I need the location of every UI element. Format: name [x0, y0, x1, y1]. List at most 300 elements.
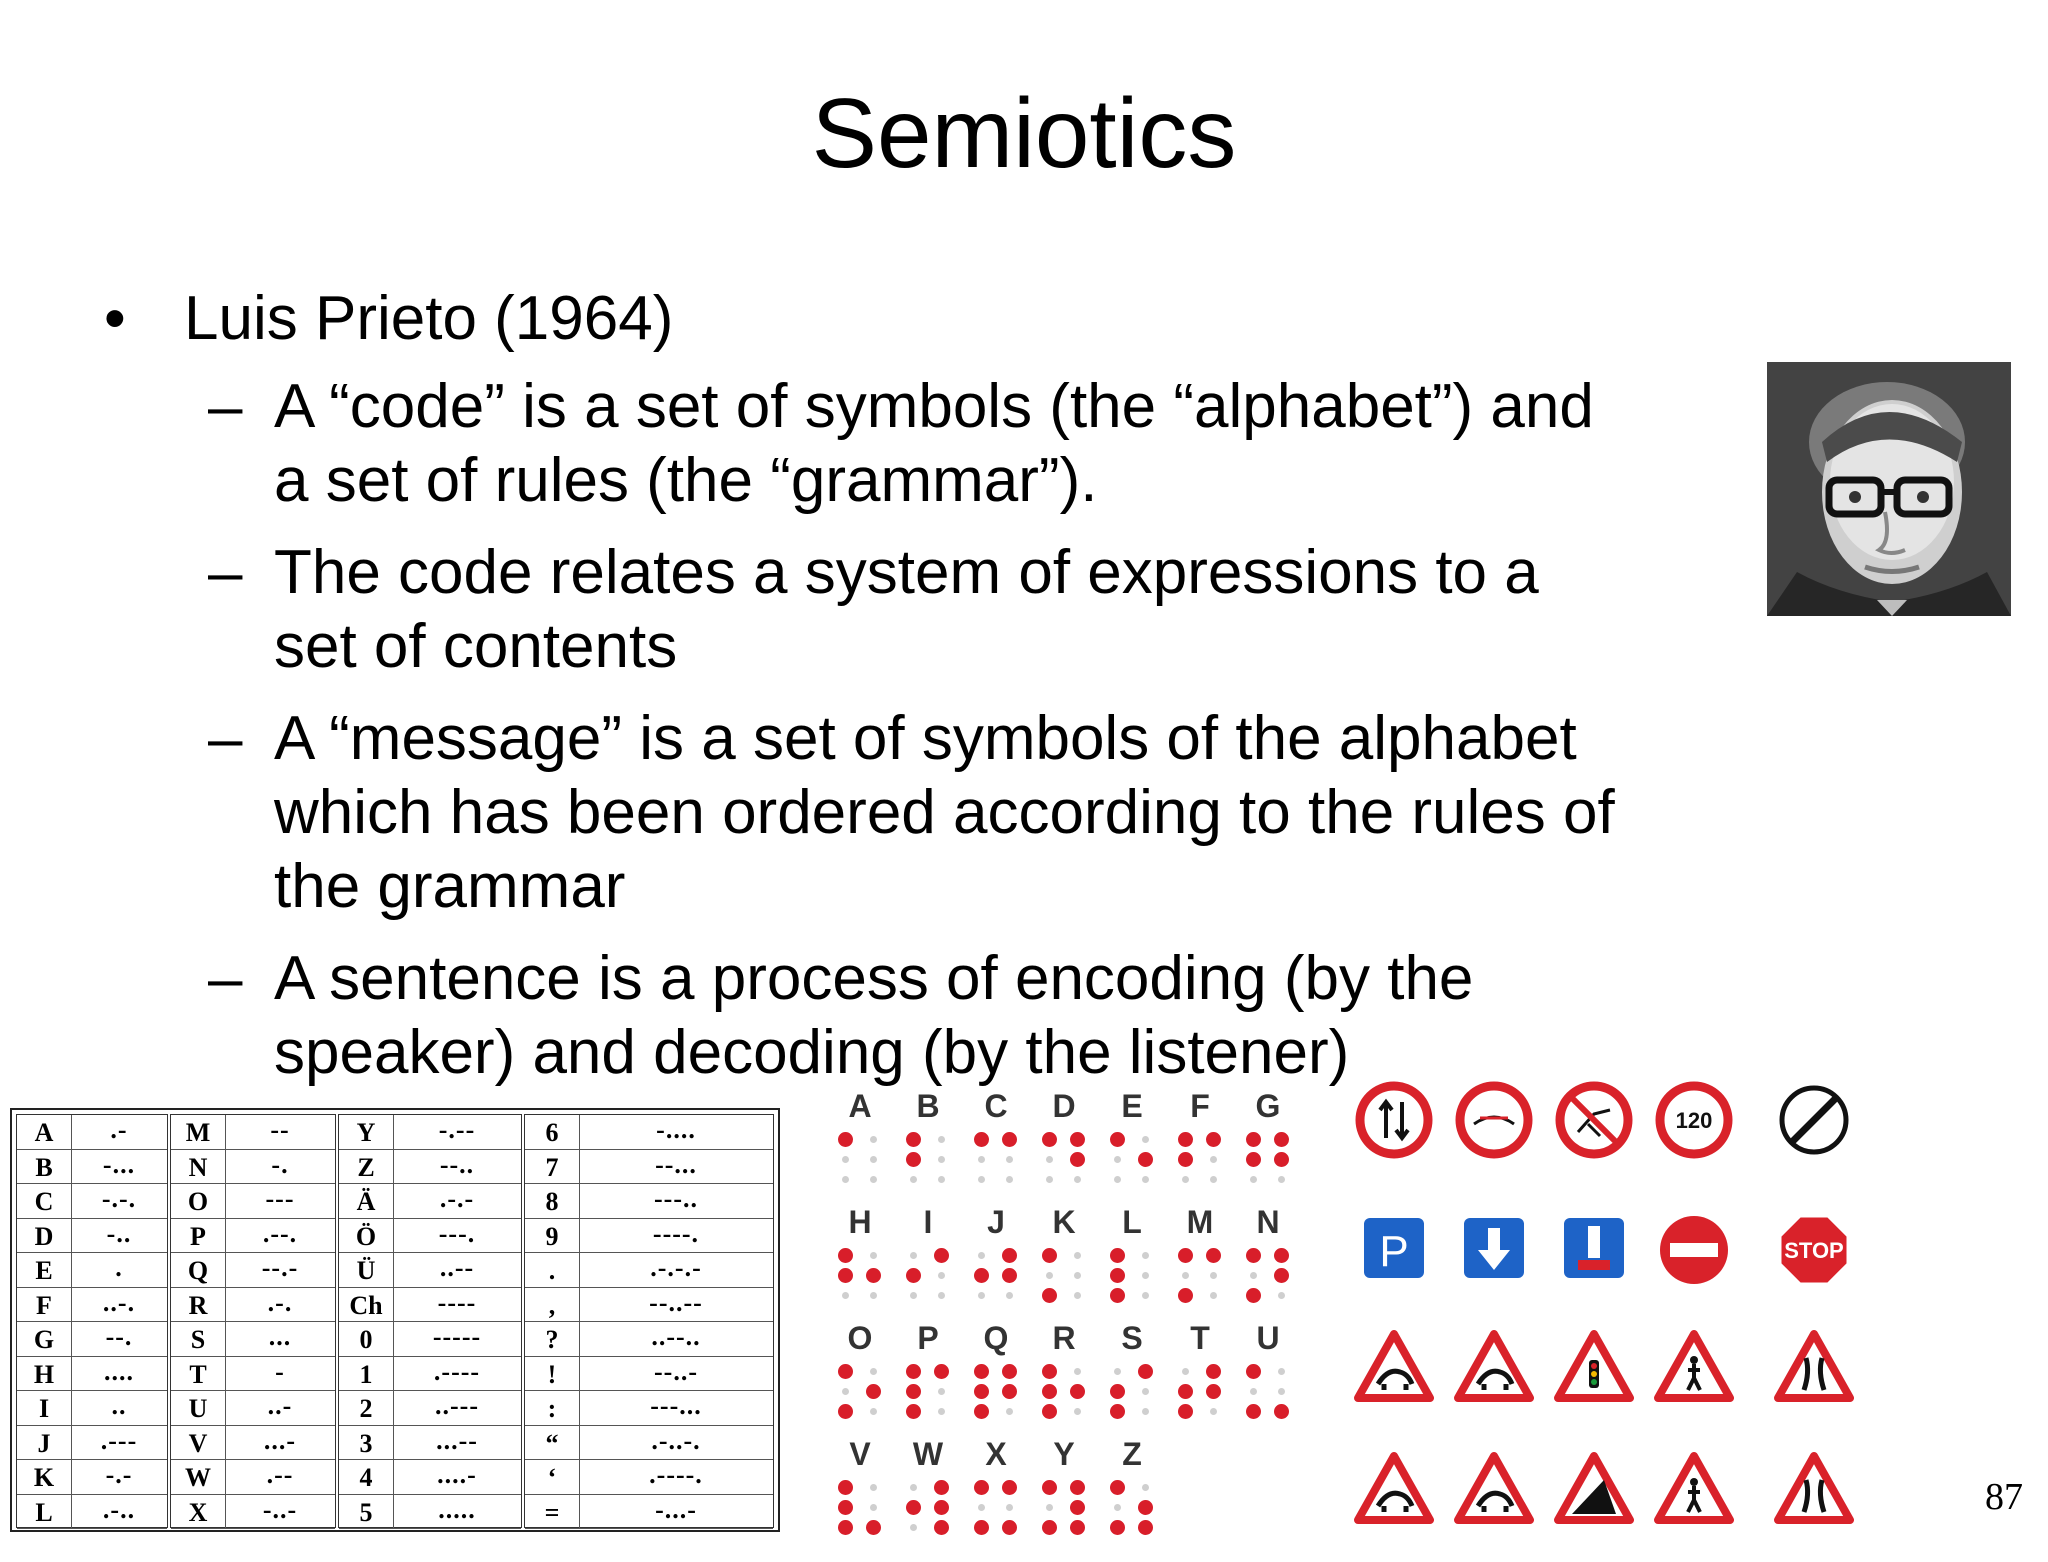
braille-dot	[1070, 1132, 1085, 1147]
braille-letter: W	[912, 1436, 944, 1472]
morse-code: ..--..	[651, 1322, 701, 1351]
braille-letter: H	[848, 1204, 872, 1240]
morse-row	[171, 1115, 335, 1150]
braille-dot	[974, 1404, 989, 1419]
braille-dot	[1278, 1292, 1285, 1299]
braille-dot	[1006, 1504, 1013, 1511]
braille-cell	[1034, 1088, 1094, 1200]
morse-row	[17, 1253, 167, 1288]
braille-dot	[1142, 1292, 1149, 1299]
morse-character: 7	[545, 1152, 559, 1182]
morse-character: V	[188, 1428, 208, 1458]
braille-cell	[1238, 1088, 1298, 1200]
svg-text:STOP: STOP	[1784, 1238, 1844, 1263]
braille-dot	[1210, 1292, 1217, 1299]
sub-bullet-line: A “code” is a set of symbols (the “alphabet”) and	[274, 372, 1594, 441]
braille-letter: Y	[1053, 1436, 1075, 1472]
braille-letter: B	[916, 1088, 940, 1124]
road-sign	[1759, 1450, 1869, 1562]
morse-row	[339, 1184, 521, 1219]
braille-dot	[938, 1388, 945, 1395]
braille-alphabet-chart	[830, 1088, 1310, 1536]
sub-bullet-line: a set of rules (the “grammar”).	[274, 446, 1098, 515]
road-signs-chart	[1335, 1080, 1855, 1536]
morse-character: K	[33, 1463, 55, 1492]
morse-row	[339, 1391, 521, 1426]
braille-dot	[1210, 1272, 1217, 1279]
road-sign	[1759, 1080, 1869, 1192]
braille-dot	[1142, 1136, 1149, 1143]
morse-row	[171, 1184, 335, 1219]
morse-row	[525, 1253, 773, 1288]
morse-code: -.--	[438, 1115, 476, 1144]
braille-dot	[1206, 1384, 1221, 1399]
morse-character: !	[547, 1359, 557, 1389]
road-sign	[1759, 1328, 1869, 1440]
morse-code: -.-.	[101, 1184, 137, 1213]
braille-dot	[1142, 1388, 1149, 1395]
sub-bullet-line: A “message” is a set of symbols of the alphabet	[274, 704, 1577, 773]
braille-dot	[906, 1132, 921, 1147]
braille-letter: O	[847, 1320, 873, 1356]
svg-text:120: 120	[1675, 1108, 1713, 1133]
braille-dot	[1142, 1408, 1149, 1415]
morse-character: 8	[545, 1187, 559, 1216]
morse-character: 1	[359, 1359, 373, 1389]
low-aircraft-warning-icon	[1454, 1450, 1534, 1530]
morse-character: “	[545, 1428, 559, 1458]
morse-character: Ä	[356, 1187, 376, 1216]
braille-letter: Q	[983, 1320, 1009, 1356]
morse-character: 6	[545, 1118, 559, 1147]
braille-dot	[1250, 1388, 1257, 1395]
morse-character: R	[188, 1290, 208, 1320]
morse-character: S	[190, 1325, 206, 1354]
sub-bullet-line: A sentence is a process of encoding (by the	[274, 944, 1474, 1013]
morse-code: .-.	[267, 1287, 293, 1317]
stop-sign-icon	[1774, 1210, 1854, 1290]
morse-code: -....	[656, 1115, 696, 1144]
braille-dot	[1074, 1176, 1081, 1183]
braille-dot	[938, 1176, 945, 1183]
morse-character: X	[188, 1497, 208, 1527]
braille-letter: M	[1186, 1204, 1214, 1240]
braille-dot	[1138, 1364, 1153, 1379]
morse-character: Ü	[356, 1256, 376, 1285]
braille-dot	[1210, 1156, 1217, 1163]
morse-code: .-..	[102, 1494, 136, 1524]
braille-dot	[1274, 1152, 1289, 1167]
braille-dot	[866, 1268, 881, 1283]
morse-row	[525, 1495, 773, 1530]
braille-dot	[838, 1480, 853, 1495]
braille-dot	[838, 1268, 853, 1283]
braille-dot	[906, 1268, 921, 1283]
braille-dot	[1006, 1176, 1013, 1183]
braille-dot	[1110, 1520, 1125, 1535]
braille-dot	[1074, 1252, 1081, 1259]
morse-code: ---	[265, 1184, 295, 1213]
braille-cell	[830, 1320, 890, 1432]
road-sign	[1539, 1328, 1649, 1440]
sub-bullet-line: speaker) and decoding (by the listener)	[274, 1018, 1350, 1087]
braille-letter: I	[923, 1204, 933, 1240]
speed-limit-icon	[1654, 1080, 1734, 1160]
braille-dot	[1002, 1132, 1017, 1147]
braille-dot	[1070, 1500, 1085, 1515]
braille-dot	[910, 1524, 917, 1531]
morse-code: ...--	[436, 1425, 478, 1455]
morse-character: 9	[545, 1221, 559, 1251]
braille-dot	[870, 1408, 877, 1415]
braille-dot	[938, 1292, 945, 1299]
braille-cell	[1170, 1320, 1230, 1432]
braille-cell	[1238, 1204, 1298, 1316]
end-of-all-bans-icon	[1774, 1080, 1854, 1160]
braille-dot	[842, 1176, 849, 1183]
braille-dot	[1250, 1272, 1257, 1279]
braille-cell	[966, 1320, 1026, 1432]
braille-dot	[1138, 1520, 1153, 1535]
morse-row	[17, 1184, 167, 1219]
dash-icon: –	[208, 372, 243, 441]
morse-row	[525, 1219, 773, 1254]
morse-character: 2	[359, 1394, 373, 1423]
road-sign	[1439, 1080, 1549, 1192]
braille-dot	[870, 1368, 877, 1375]
priority-arrows-icon	[1354, 1080, 1434, 1160]
braille-letter: J	[987, 1204, 1005, 1240]
morse-code: ....-	[437, 1460, 477, 1489]
morse-row	[17, 1219, 167, 1254]
braille-dot	[1138, 1152, 1153, 1167]
braille-dot	[1246, 1132, 1261, 1147]
traffic-light-warning-icon	[1554, 1328, 1634, 1408]
morse-code: --.-	[261, 1253, 299, 1282]
braille-dot	[1042, 1364, 1057, 1379]
braille-dot	[1182, 1176, 1189, 1183]
morse-code-table	[10, 1108, 780, 1532]
braille-dot	[934, 1500, 949, 1515]
braille-dot	[906, 1364, 921, 1379]
road-sign	[1539, 1450, 1649, 1562]
braille-dot	[906, 1152, 921, 1167]
morse-row	[525, 1322, 773, 1357]
braille-letter: F	[1190, 1088, 1210, 1124]
braille-dot	[1110, 1288, 1125, 1303]
braille-dot	[1274, 1404, 1289, 1419]
braille-dot	[1278, 1176, 1285, 1183]
braille-dot	[1178, 1248, 1193, 1263]
sub-bullet-line: set of contents	[274, 612, 678, 681]
braille-dot	[974, 1364, 989, 1379]
morse-row	[339, 1460, 521, 1495]
braille-dot	[1006, 1292, 1013, 1299]
morse-row	[525, 1460, 773, 1495]
braille-dot	[1006, 1156, 1013, 1163]
morse-row	[525, 1426, 773, 1461]
morse-row	[339, 1288, 521, 1323]
morse-character: Q	[187, 1256, 209, 1285]
morse-code: --...	[655, 1149, 697, 1179]
braille-dot	[1206, 1248, 1221, 1263]
braille-dot	[1070, 1480, 1085, 1495]
braille-dot	[934, 1364, 949, 1379]
braille-dot	[838, 1132, 853, 1147]
sub-bullet-line: The code relates a system of expressions to a	[274, 538, 1539, 607]
braille-cell	[830, 1204, 890, 1316]
morse-code: .---	[100, 1425, 138, 1455]
morse-character: B	[35, 1152, 53, 1182]
braille-dot	[906, 1384, 921, 1399]
morse-code: ----.	[652, 1218, 700, 1248]
no-overtaking-icon	[1454, 1080, 1534, 1160]
braille-dot	[910, 1252, 917, 1259]
road-sign	[1339, 1450, 1449, 1562]
braille-dot	[870, 1504, 877, 1511]
road-sign	[1539, 1080, 1649, 1192]
morse-row	[17, 1495, 167, 1530]
braille-dot	[1110, 1480, 1125, 1495]
braille-dot	[1114, 1368, 1121, 1375]
morse-row	[339, 1219, 521, 1254]
morse-row	[525, 1150, 773, 1185]
braille-cell	[898, 1436, 958, 1548]
morse-code: -----	[432, 1322, 482, 1351]
braille-dot	[1182, 1368, 1189, 1375]
morse-code: --..--	[649, 1287, 703, 1317]
braille-letter: K	[1052, 1204, 1076, 1240]
braille-dot	[1046, 1176, 1053, 1183]
braille-dot	[1002, 1248, 1017, 1263]
road-sign	[1639, 1080, 1749, 1192]
morse-character: M	[185, 1118, 211, 1147]
high-winds-warning-icon	[1354, 1450, 1434, 1530]
braille-cell	[898, 1088, 958, 1200]
morse-code: --..-	[654, 1356, 698, 1386]
road-sign	[1339, 1080, 1449, 1192]
braille-dot	[934, 1248, 949, 1263]
braille-letter: P	[917, 1320, 939, 1356]
morse-row	[171, 1460, 335, 1495]
braille-cell	[1170, 1204, 1230, 1316]
morse-code: .-.-.-	[650, 1253, 702, 1282]
braille-dot	[1002, 1268, 1017, 1283]
morse-row	[17, 1426, 167, 1461]
braille-dot	[1278, 1368, 1285, 1375]
braille-dot	[1246, 1404, 1261, 1419]
morse-row	[17, 1115, 167, 1150]
morse-character: :	[547, 1394, 557, 1423]
braille-dot	[934, 1480, 949, 1495]
morse-character: ‘	[547, 1463, 557, 1492]
morse-row	[171, 1322, 335, 1357]
braille-dot	[1246, 1288, 1261, 1303]
braille-dot	[1206, 1364, 1221, 1379]
braille-dot	[842, 1388, 849, 1395]
braille-dot	[978, 1252, 985, 1259]
braille-dot	[1042, 1132, 1057, 1147]
morse-character: ?	[545, 1325, 559, 1354]
morse-character: 3	[359, 1428, 373, 1458]
morse-character: W	[185, 1463, 211, 1492]
no-entry-icon	[1654, 1210, 1734, 1290]
morse-character: J	[37, 1428, 51, 1458]
morse-row	[339, 1322, 521, 1357]
braille-dot	[1110, 1248, 1125, 1263]
braille-dot	[1002, 1520, 1017, 1535]
braille-dot	[1074, 1292, 1081, 1299]
morse-row	[525, 1184, 773, 1219]
braille-dot	[906, 1404, 921, 1419]
morse-row	[339, 1150, 521, 1185]
braille-dot	[938, 1272, 945, 1279]
braille-letter: T	[1190, 1320, 1210, 1356]
parking-icon	[1354, 1210, 1434, 1290]
two-way-traffic-icon	[1774, 1450, 1854, 1530]
braille-dot	[1002, 1364, 1017, 1379]
braille-cell	[1034, 1320, 1094, 1432]
braille-dot	[1178, 1132, 1193, 1147]
morse-code: -..	[106, 1218, 132, 1248]
braille-cell	[1034, 1436, 1094, 1548]
braille-dot	[938, 1408, 945, 1415]
morse-code: ...-	[263, 1425, 297, 1455]
braille-dot	[1114, 1176, 1121, 1183]
portrait-photo	[1767, 362, 2011, 616]
morse-row	[339, 1253, 521, 1288]
morse-code: ---..	[654, 1184, 698, 1213]
braille-dot	[974, 1268, 989, 1283]
morse-code: --	[270, 1115, 290, 1144]
braille-dot	[1042, 1248, 1057, 1263]
morse-code: .	[115, 1253, 123, 1282]
braille-dot	[1110, 1132, 1125, 1147]
morse-character: Y	[356, 1118, 376, 1147]
braille-letter: Z	[1122, 1436, 1142, 1472]
braille-dot	[910, 1176, 917, 1183]
morse-code: ...	[268, 1322, 292, 1351]
morse-character: L	[35, 1497, 53, 1527]
morse-code: ---.	[438, 1218, 476, 1248]
braille-dot	[1042, 1404, 1057, 1419]
morse-code: -..-	[262, 1494, 298, 1524]
morse-character: N	[188, 1152, 208, 1182]
morse-character: ,	[548, 1290, 556, 1320]
braille-dot	[1110, 1384, 1125, 1399]
morse-code: .-.-	[439, 1184, 475, 1213]
morse-code: ..--	[439, 1253, 475, 1282]
braille-dot	[974, 1520, 989, 1535]
braille-dot	[1138, 1500, 1153, 1515]
portrait-icon	[1767, 362, 2011, 616]
braille-dot	[1246, 1152, 1261, 1167]
braille-dot	[1002, 1384, 1017, 1399]
morse-row	[171, 1150, 335, 1185]
morse-code: ....	[104, 1356, 134, 1386]
braille-cell	[1238, 1320, 1298, 1432]
morse-character: C	[34, 1187, 54, 1216]
braille-letter: S	[1121, 1320, 1143, 1356]
braille-dot	[866, 1520, 881, 1535]
morse-code: --.	[105, 1322, 133, 1351]
braille-dot	[1178, 1152, 1193, 1167]
road-sign	[1639, 1328, 1749, 1440]
road-sign	[1339, 1210, 1449, 1322]
braille-dot	[938, 1156, 945, 1163]
morse-row	[17, 1460, 167, 1495]
morse-column	[524, 1114, 774, 1528]
morse-row	[525, 1391, 773, 1426]
morse-code: -...	[102, 1149, 136, 1179]
morse-code: .--	[266, 1460, 294, 1489]
braille-dot	[1070, 1384, 1085, 1399]
braille-cell	[966, 1436, 1026, 1548]
braille-cell	[1034, 1204, 1094, 1316]
morse-row	[171, 1288, 335, 1323]
morse-row	[17, 1322, 167, 1357]
morse-code: .----	[433, 1356, 481, 1386]
morse-row	[17, 1391, 167, 1426]
morse-row	[17, 1150, 167, 1185]
braille-letter: G	[1255, 1088, 1281, 1124]
morse-code: ..	[111, 1391, 127, 1420]
morse-character: T	[189, 1359, 207, 1389]
braille-letter: N	[1256, 1204, 1280, 1240]
braille-dot	[842, 1156, 849, 1163]
morse-row	[339, 1115, 521, 1150]
morse-character: H	[33, 1359, 55, 1389]
morse-code: .....	[438, 1494, 476, 1524]
braille-dot	[1250, 1176, 1257, 1183]
cattle-warning-icon	[1354, 1328, 1434, 1408]
braille-cell	[1102, 1204, 1162, 1316]
braille-dot	[938, 1136, 945, 1143]
braille-letter: L	[1122, 1204, 1142, 1240]
braille-dot	[866, 1384, 881, 1399]
braille-dot	[1002, 1480, 1017, 1495]
morse-character: U	[188, 1394, 208, 1423]
morse-column	[170, 1114, 336, 1528]
braille-dot	[978, 1292, 985, 1299]
morse-column	[338, 1114, 522, 1528]
road-sign	[1439, 1210, 1549, 1322]
children-warning-icon	[1654, 1450, 1734, 1530]
morse-row	[525, 1357, 773, 1392]
morse-character: .	[548, 1256, 556, 1285]
pedestrian-warning-icon	[1654, 1328, 1734, 1408]
morse-character: O	[187, 1187, 209, 1216]
braille-dot	[1178, 1288, 1193, 1303]
morse-row	[339, 1426, 521, 1461]
morse-column	[16, 1114, 168, 1528]
page-number: 87	[1985, 1476, 2023, 1518]
morse-character: D	[34, 1221, 54, 1251]
braille-letter: R	[1052, 1320, 1076, 1356]
sub-bullet-line: which has been ordered according to the rules of	[274, 778, 1615, 847]
dash-icon: –	[208, 704, 243, 773]
bullet-text: Luis Prieto (1964)	[184, 284, 674, 353]
braille-dot	[1070, 1152, 1085, 1167]
braille-letter: U	[1256, 1320, 1280, 1356]
road-sign	[1759, 1210, 1869, 1322]
braille-dot	[870, 1136, 877, 1143]
braille-dot	[1178, 1404, 1193, 1419]
braille-cell	[898, 1320, 958, 1432]
braille-dot	[1142, 1484, 1149, 1491]
braille-dot	[1042, 1480, 1057, 1495]
morse-row	[525, 1115, 773, 1150]
